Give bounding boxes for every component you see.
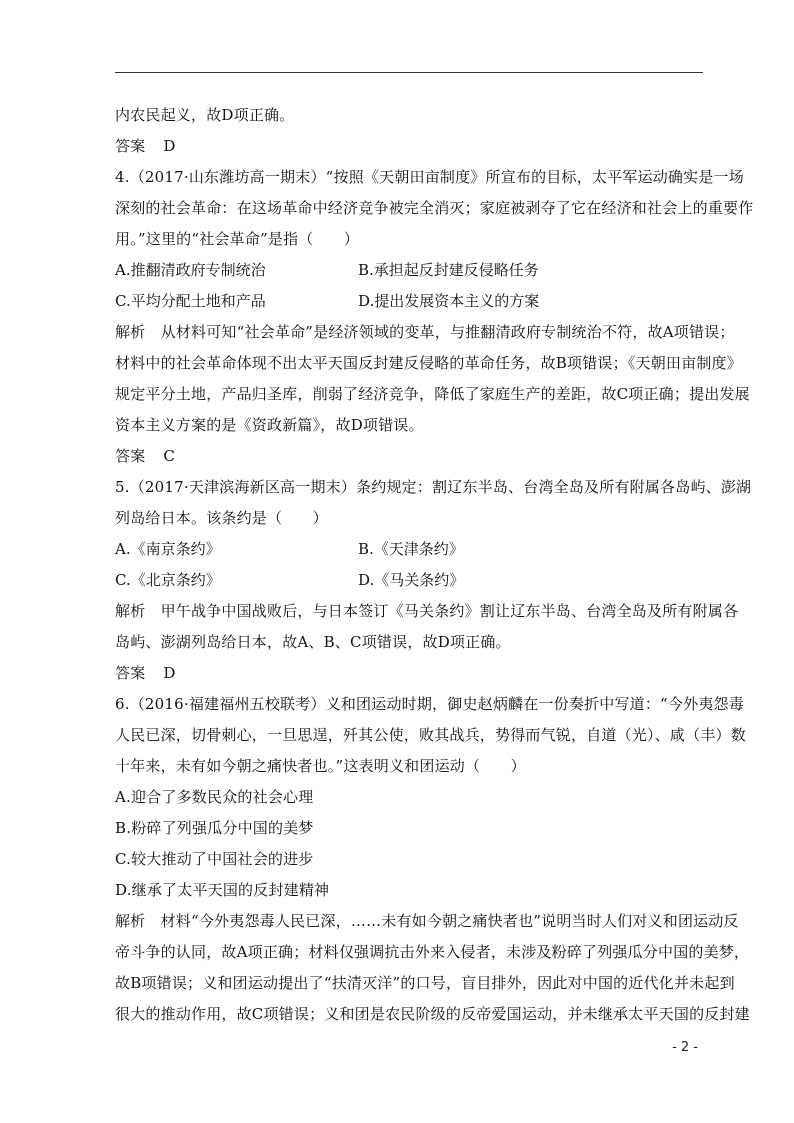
answer-line: [115, 658, 705, 689]
text-line: 帝斗争的认同，故A项正确；材料仅强调抗击外来入侵者，未涉及粉碎了列强瓜分中国的美梦，: [115, 943, 750, 961]
option-row: [115, 286, 705, 317]
text-line: 内农民起义，故D项正确。: [115, 106, 295, 124]
option-left: C.《北京条约》: [115, 571, 221, 589]
text-line: C.较大推动了中国社会的进步: [115, 850, 314, 868]
option-right: D.《马关条约》: [358, 571, 465, 589]
text-line: 用。”这里的“社会革命”是指（ ）: [115, 230, 360, 248]
text-line: A.迎合了多数民众的社会心理: [115, 788, 314, 806]
option-left: A.推翻清政府专制统治: [115, 261, 266, 279]
answer-value: D: [163, 664, 176, 682]
option-row: [115, 565, 705, 596]
option-left: A.《南京条约》: [115, 540, 221, 558]
option-right: B.承担起反封建反侵略任务: [358, 261, 539, 279]
answer-value: C: [163, 447, 176, 465]
option-right: B.《天津条约》: [358, 540, 464, 558]
text-line: 解析 材料“今外夷怨毒人民已深，……未有如今朝之痛快者也”说明当时人们对义和团运动反: [115, 912, 739, 930]
answer-label: 答案: [115, 664, 146, 682]
answer-value: D: [163, 137, 176, 155]
text-line: 6.（2016·福建福州五校联考）义和团运动时期，御史赵炳麟在一份奏折中写道：“今外夷怨毒: [115, 695, 744, 713]
text-line: 人民已深，切骨刺心，一旦思逞，歼其公使，败其战兵，势得而气锐，自道（光）、咸（丰）数: [115, 726, 746, 744]
text-line: 资本主义方案的是《资政新篇》，故D项错误。: [115, 416, 424, 434]
text-line: 4.（2017·山东潍坊高一期末）“按照《天朝田亩制度》所宣布的目标，太平军运动确实是一场: [115, 168, 744, 186]
text-line: 材料中的社会革命体现不出太平天国反封建反侵略的革命任务，故B项错误；《天朝田亩制度》: [115, 354, 742, 372]
option-row: [115, 534, 705, 565]
page-number: - 2 -: [672, 1040, 698, 1055]
text-line: 列岛给日本。该条约是（ ）: [115, 509, 328, 527]
option-row: [115, 255, 705, 286]
text-line: 很大的推动作用，故C项错误；义和团是农民阶级的反帝爱国运动，并未继承太平天国的反封建: [115, 1005, 750, 1023]
text-line: 解析 从材料可知“社会革命”是经济领域的变革，与推翻清政府专制统治不符，故A项错误；: [115, 323, 735, 341]
text-line: 规定平分土地，产品归圣库，削弱了经济竞争，降低了家庭生产的差距，故C项正确；提出发展: [115, 385, 750, 403]
text-line: 故B项错误；义和团运动提出了“扶清灭洋”的口号，盲目排外，因此对中国的近代化并未起到: [115, 974, 735, 992]
text-line: B.粉碎了列强瓜分中国的美梦: [115, 819, 314, 837]
option-left: C.平均分配土地和产品: [115, 292, 266, 310]
text-line: 5.（2017·天津滨海新区高一期末）条约规定：割辽东半岛、台湾全岛及所有附属各岛屿、澎湖: [115, 478, 752, 496]
text-line: D.继承了太平天国的反封建精神: [115, 881, 330, 899]
text-line: 十年来，未有如今朝之痛快者也。”这表明义和团运动（ ）: [115, 757, 526, 775]
text-line: 深刻的社会革命：在这场革命中经济竞争被完全消灭；家庭被剥夺了它在经济和社会上的重要作: [115, 199, 754, 217]
answer-line: [115, 441, 705, 472]
text-line: 解析 甲午战争中国战败后，与日本签订《马关条约》割让辽东半岛、台湾全岛及所有附属各: [115, 602, 739, 620]
document-body: [115, 100, 754, 1030]
answer-line: [115, 131, 705, 162]
text-line: 岛屿、澎湖列岛给日本，故A、B、C项错误，故D项正确。: [115, 633, 511, 651]
answer-label: 答案: [115, 137, 146, 155]
option-right: D.提出发展资本主义的方案: [358, 292, 540, 310]
answer-label: 答案: [115, 447, 146, 465]
header-rule: [115, 72, 703, 73]
